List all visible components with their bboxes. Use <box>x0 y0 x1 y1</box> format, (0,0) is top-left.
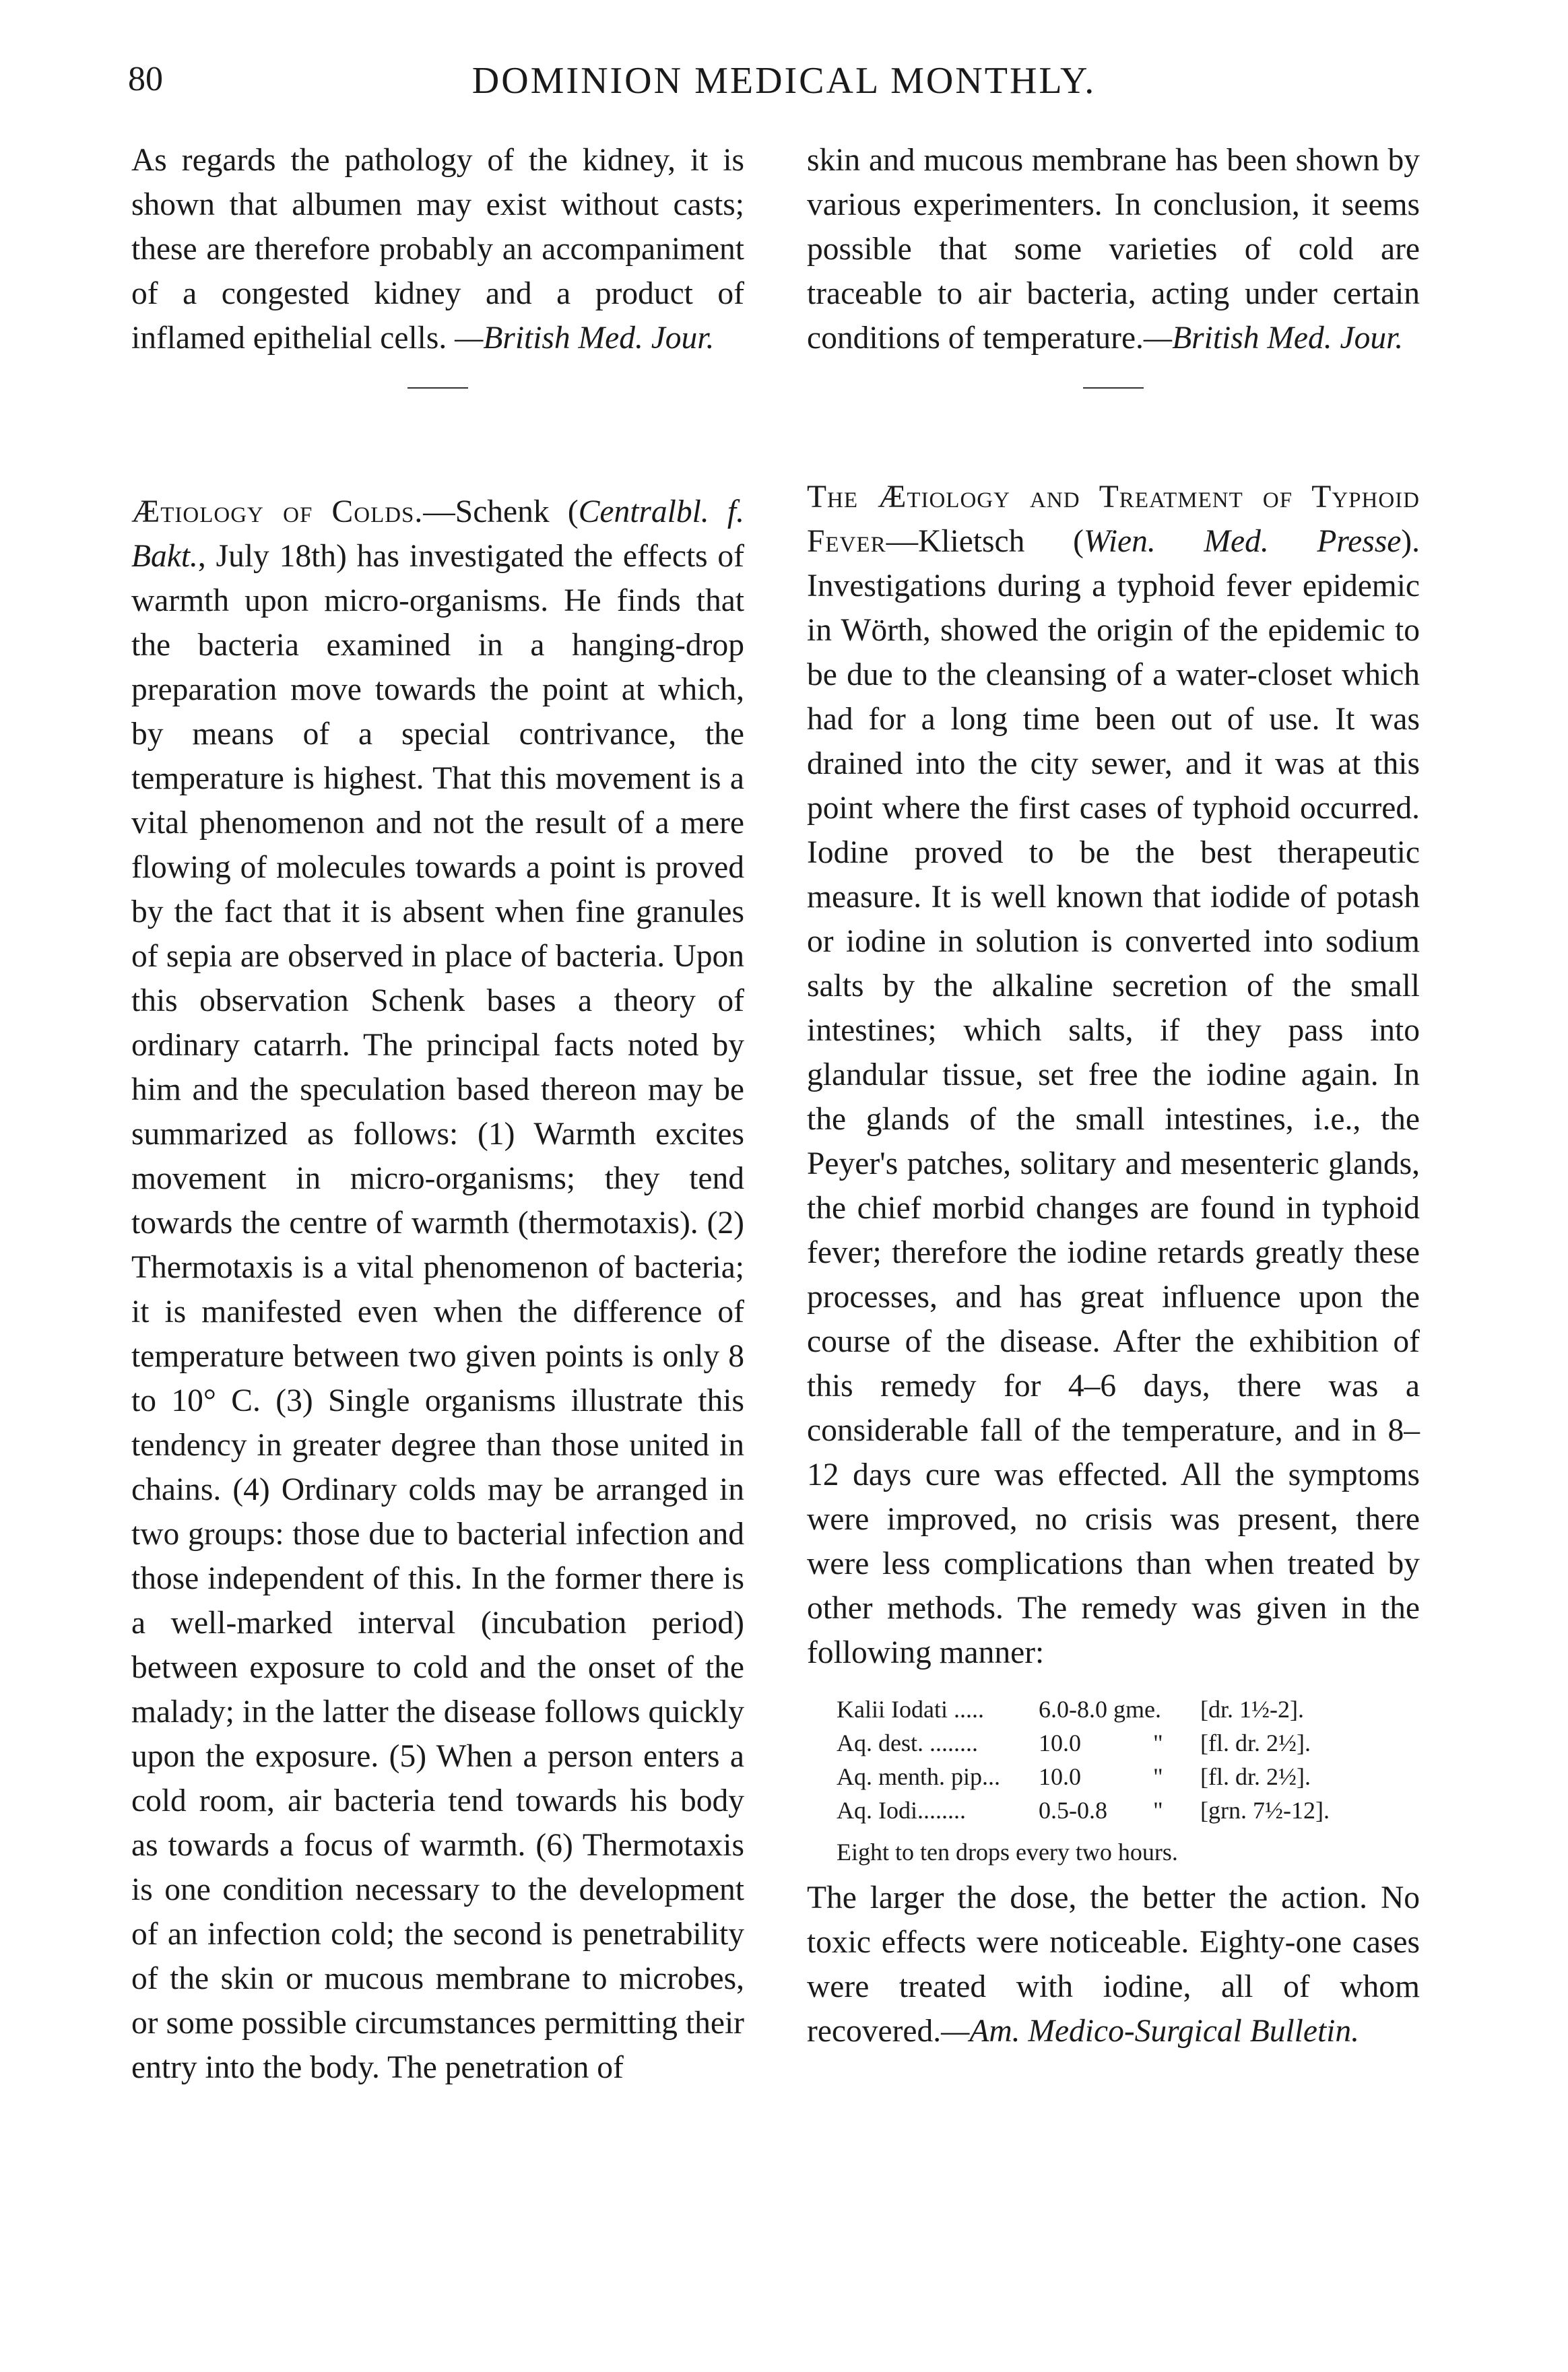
formula-row <box>837 1692 1416 1726</box>
colds-article <box>131 490 744 2090</box>
typhoid-conclusion-text: The larger the dose, the better the action. No toxic effects were noticeable. Eighty-one cases were treated with iodine, all of whom recovered. <box>807 1880 1420 2049</box>
colds-continuation <box>807 138 1420 360</box>
page-header <box>128 59 1440 113</box>
running-title: DOMINION MEDICAL MONTHLY. <box>471 60 1097 102</box>
right-column <box>807 138 1420 2053</box>
colds-continuation-text: skin and mucous membrane has been shown by various experimenters. In conclusion, it seems possible that some varieties of cold are traceable to air bacteria, acting under certain conditions of temperature. <box>807 143 1420 356</box>
formula-apothecary: [fl. dr. 2½]. <box>1200 1763 1311 1790</box>
colds-source: —British Med. Jour. <box>1143 321 1404 356</box>
typhoid-article-title: The Ætiology and Treatment of Typhoid Fever <box>807 480 1420 559</box>
formula-row <box>837 1793 1416 1827</box>
colds-article-title: Ætiology of Colds. <box>131 494 424 529</box>
formula-drug: Aq. Iodi........ <box>837 1797 966 1824</box>
formula-ditto: " <box>1153 1763 1163 1790</box>
section-divider <box>407 387 468 389</box>
typhoid-conclusion <box>807 1876 1420 2053</box>
formula-row <box>837 1760 1416 1793</box>
formula-ditto: " <box>1153 1729 1163 1756</box>
kidney-source: —British Med. Jour. <box>455 321 715 356</box>
colds-article-lead: —Schenk ( <box>423 494 579 529</box>
formula-amount: 10.0 <box>1039 1763 1081 1790</box>
section-divider <box>1083 387 1144 389</box>
formula-amount: 10.0 <box>1039 1729 1081 1756</box>
formula-apothecary: [grn. 7½-12]. <box>1200 1797 1330 1824</box>
colds-journal: Centralbl. f. Bakt. <box>131 494 744 574</box>
typhoid-article <box>807 475 1420 1675</box>
prescription-formula <box>837 1692 1416 1827</box>
formula-apothecary: [dr. 1½-2]. <box>1200 1696 1304 1723</box>
typhoid-article-body: ). Investigations during a typhoid fever epidemic in Wörth, showed the origin of the epidemic to be due to the cleansing of a water-closet which had for a long time been out of use. It was drained into the city sewer, and it was at this point where the first cases of typhoid occurred. Iodine proved to be the best therapeutic measure. It is well known that iodide of potash or iodine in solution is converted into sodium salts by the alkaline secretion of the small intestines; which salts, if they pass into glandular tissue, set free the iodine again. In the glands of the small intestines, i.e., the Peyer's patches, solitary and mesenteric glands, the chief morbid changes are found in typhoid fever; therefore the iodine retards greatly these processes, and has great influence upon the course of the disease. After the exhibition of this remedy for 4–6 days, there was a considerable fall of the temperature, and in 8–12 days cure was effected. All the symptoms were improved, no crisis was present, there were less complications than when treated by other methods. The remedy was given in the following manner: <box>807 524 1420 1670</box>
typhoid-source: —Am. Medico-Surgical Bulletin. <box>941 2014 1359 2049</box>
formula-row <box>837 1726 1416 1760</box>
formula-amount: 0.5-0.8 <box>1039 1797 1107 1824</box>
colds-article-body: , July 18th) has investigated the effects of warmth upon micro-organisms. He finds that the bacteria examined in a hanging-drop preparation move towards the point at which, by means of a special contrivance, the temperature is highest. That this movement is a vital phenomenon and not the result of a mere flowing of molecules towards a point is proved by the fact that it is absent when fine granules of sepia are observed in place of bacteria. Upon this observation Schenk bases a theory of ordinary catarrh. The principal facts noted by him and the speculation based thereon may be summarized as follows: (1) Warmth excites movement in micro-organisms; they tend towards the centre of warmth (thermotaxis). (2) Thermotaxis is a vital phenomenon of bacteria; it is manifested even when the difference of temperature between two given points is only 8 to 10° C. (3) Single organisms illustrate this tendency in greater degree than those united in chains. (4) Ordinary colds may be arranged in two groups: those due to bacterial infection and those independent of this. In the former there is a well-marked interval (incubation period) between exposure to cold and the onset of the malady; in the latter the disease follows quickly upon the exposure. (5) When a person enters a cold room, air bacteria tend towards his body as towards a focus of warmth. (6) Thermotaxis is one condition necessary to the development of an infection cold; the second is penetrability of the skin or mucous membrane to microbes, or some possible circumstances permitting their entry into the body. The penetration of <box>131 539 744 2085</box>
left-column <box>131 138 744 2090</box>
formula-drug: Aq. menth. pip... <box>837 1763 1000 1790</box>
page-number: 80 <box>128 60 163 98</box>
formula-apothecary: [fl. dr. 2½]. <box>1200 1729 1311 1756</box>
typhoid-journal: Wien. Med. Presse <box>1083 524 1402 559</box>
kidney-text: As regards the pathology of the kidney, it is shown that albumen may exist without casts; these are therefore probably an accompaniment of a congested kidney and a product of inflamed epithelial cells. <box>131 143 744 356</box>
kidney-paragraph <box>131 138 744 360</box>
formula-amount: 6.0-8.0 gme. <box>1039 1696 1161 1723</box>
dosage-note: Eight to ten drops every two hours. <box>837 1839 1178 1866</box>
formula-ditto <box>1153 1692 1200 1726</box>
formula-drug: Aq. dest. ........ <box>837 1729 978 1756</box>
formula-ditto: " <box>1153 1797 1163 1824</box>
typhoid-article-lead: —Klietsch ( <box>886 524 1084 559</box>
formula-drug: Kalii Iodati ..... <box>837 1696 984 1723</box>
